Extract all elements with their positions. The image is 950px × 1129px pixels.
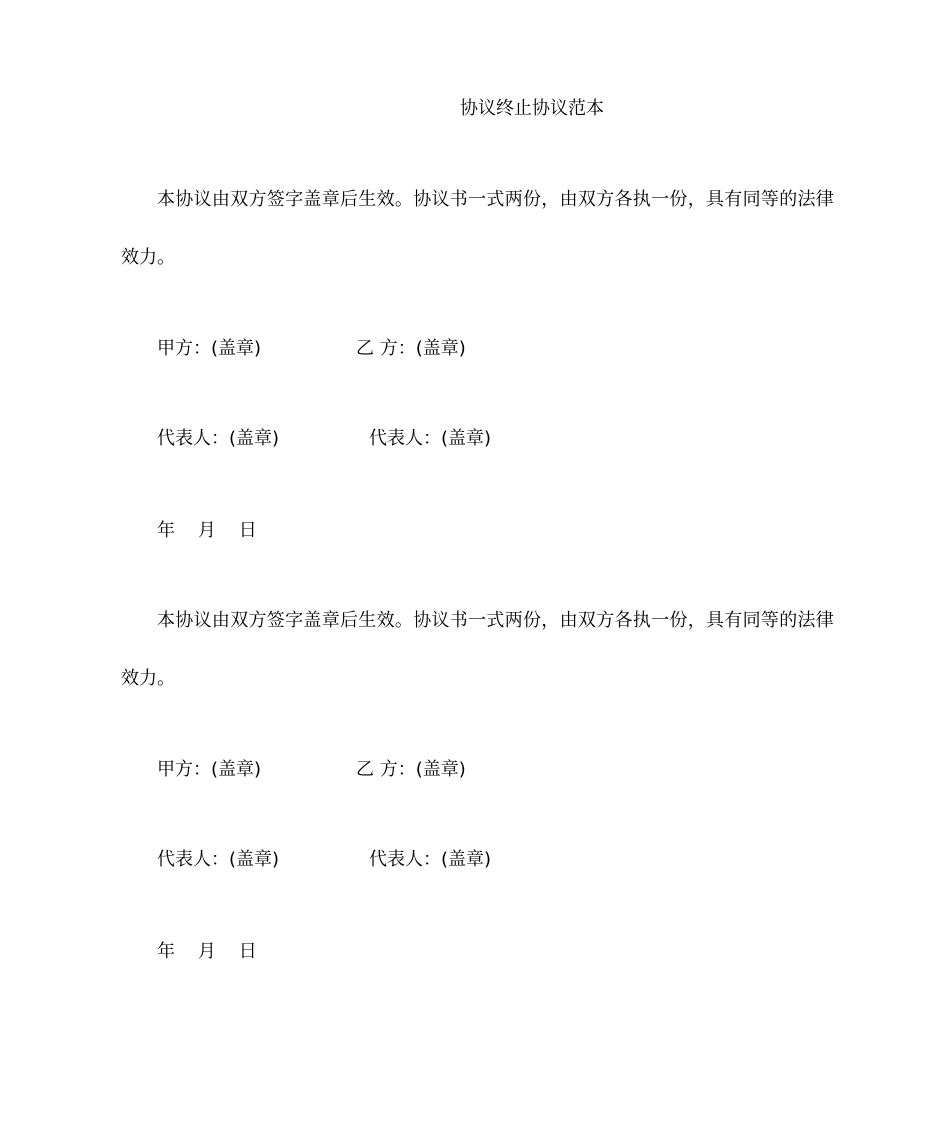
section-1-paragraph-line-1: 本协议由双方签字盖章后生效。协议书一式两份，由双方各执一份，具有同等的法律 [157,189,835,210]
section-1-party-b: 乙 方：(盖章) [356,338,466,359]
document-title: 协议终止协议范本 [460,98,604,119]
section-1-representative-a: 代表人：(盖章) [157,428,280,449]
section-2-paragraph-line-1: 本协议由双方签字盖章后生效。协议书一式两份，由双方各执一份，具有同等的法律 [157,610,835,631]
section-2-representative-b: 代表人：(盖章) [369,849,492,870]
section-2-party-b: 乙 方：(盖章) [356,759,466,780]
section-2-party-a: 甲方：(盖章) [157,759,262,780]
section-1-paragraph-line-2: 效力。 [121,247,175,268]
section-1-party-a: 甲方：(盖章) [157,338,262,359]
section-2-date-line: 年 月 日 [157,941,257,962]
section-1-date-line: 年 月 日 [157,520,257,541]
section-2-paragraph-line-2: 效力。 [121,668,175,689]
section-1-representative-b: 代表人：(盖章) [369,428,492,449]
section-2-representative-a: 代表人：(盖章) [157,849,280,870]
